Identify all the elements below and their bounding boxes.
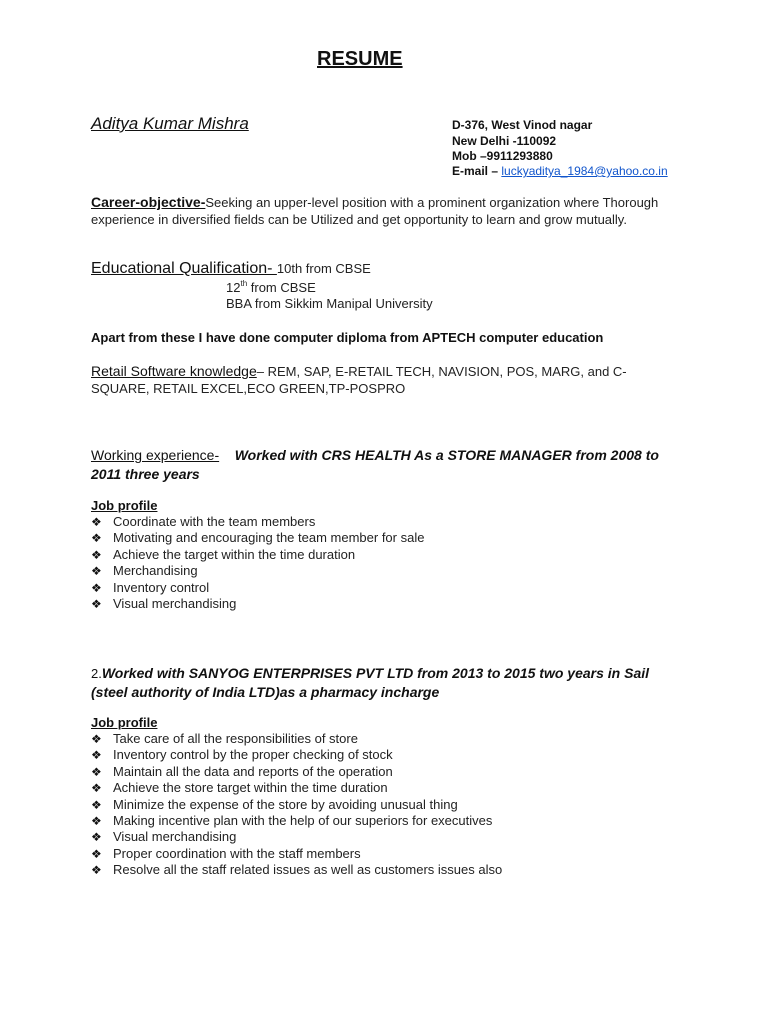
education-line-1: 10th from CBSE — [276, 261, 371, 276]
mobile-number: Mob –9911293880 — [452, 149, 553, 163]
list-item-text: Take care of all the responsibilities of store — [113, 731, 358, 746]
list-item — [91, 580, 424, 596]
diamond-bullet-icon: ❖ — [91, 863, 102, 878]
list-item — [91, 764, 502, 780]
list-item-text: Inventory control — [113, 579, 210, 595]
page-title: RESUME — [317, 48, 403, 70]
list-item-text: Making incentive plan with the help of our superiors for executives — [113, 812, 493, 828]
diamond-bullet-icon: ❖ — [91, 515, 102, 529]
retail-software-text: – REM, SAP, E-RETAIL TECH, NAVISION, POS, MARG, and C-SQUARE, RETAIL EXCEL,ECO GREEN,TP-POSPRO — [91, 364, 627, 396]
job-1-profile-label: Job profile — [91, 498, 158, 513]
career-objective-text: Seeking an upper-level position with a prominent organization where Thorough experience in diversified fields can be Utilized and get opportunity to learn and grow mutually. — [91, 195, 659, 227]
education-heading-row — [91, 260, 371, 278]
list-item-text: Proper coordination with the staff members — [113, 845, 361, 861]
diamond-bullet-icon: ❖ — [91, 797, 102, 812]
education-line-3: BBA from Sikkim Manipal University — [226, 296, 433, 311]
list-item — [91, 547, 424, 563]
diamond-bullet-icon: ❖ — [91, 547, 102, 562]
address-line-1: D-376, West Vinod nagar — [452, 118, 593, 132]
job-1-title: Worked with CRS HEALTH As a STORE MANAGER from 2008 to 2011 three years — [91, 447, 659, 482]
education-line-2 — [226, 280, 316, 295]
list-item — [91, 780, 502, 796]
job-1-title-row — [91, 446, 681, 484]
list-item — [91, 846, 502, 862]
list-item — [91, 747, 502, 763]
education-line-2-num: 12 — [226, 280, 241, 295]
email-label: E-mail – — [452, 164, 502, 178]
job-2-title: Worked with SANYOG ENTERPRISES PVT LTD from 2013 to 2015 two years in Sail (steel authority of India LTD)as a pharmacy incharge — [91, 665, 650, 700]
diamond-bullet-icon: ❖ — [91, 748, 102, 763]
retail-software-heading: Retail Software knowledge — [91, 363, 257, 379]
address-line-2: New Delhi -110092 — [452, 134, 557, 148]
career-objective — [91, 194, 681, 228]
list-item — [91, 514, 424, 530]
diamond-bullet-icon: ❖ — [91, 531, 102, 546]
heading-spacer — [219, 447, 235, 463]
email-row — [452, 164, 668, 178]
list-item-text: Achieve the store target within the time duration — [113, 780, 388, 796]
diamond-bullet-icon: ❖ — [91, 846, 102, 861]
list-item — [91, 563, 424, 579]
job-2-responsibilities — [91, 731, 502, 879]
diamond-bullet-icon: ❖ — [91, 732, 102, 746]
list-item — [91, 813, 502, 829]
diamond-bullet-icon: ❖ — [91, 564, 102, 579]
diamond-bullet-icon: ❖ — [91, 764, 102, 779]
list-item — [91, 596, 424, 612]
career-objective-heading: Career-objective- — [91, 194, 206, 210]
job-2-number: 2. — [91, 666, 102, 681]
list-item-text: Motivating and encouraging the team member for sale — [113, 530, 425, 546]
diamond-bullet-icon: ❖ — [91, 830, 102, 845]
job-2-profile-label: Job profile — [91, 715, 158, 730]
list-item — [91, 530, 424, 546]
list-item-text: Minimize the expense of the store by avoiding unusual thing — [113, 796, 458, 812]
list-item — [91, 797, 502, 813]
list-item — [91, 731, 502, 747]
list-item-text: Merchandising — [113, 563, 198, 579]
diamond-bullet-icon: ❖ — [91, 580, 102, 595]
email-link[interactable]: luckyaditya_1984@yahoo.co.in — [501, 164, 668, 178]
education-heading: Educational Qualification- — [91, 260, 277, 277]
list-item-text: Visual merchandising — [113, 829, 237, 845]
retail-software — [91, 363, 681, 397]
list-item — [91, 862, 502, 878]
job-1-responsibilities — [91, 514, 424, 612]
job-2-title-row — [91, 664, 681, 702]
diamond-bullet-icon: ❖ — [91, 781, 102, 796]
education-line-2-sup: th — [240, 279, 248, 288]
education-line-2-rest: from CBSE — [247, 280, 316, 295]
diamond-bullet-icon: ❖ — [91, 813, 102, 828]
additional-qualification: Apart from these I have done computer diploma from APTECH computer education — [91, 330, 604, 345]
list-item-text: Maintain all the data and reports of the operation — [113, 763, 393, 779]
list-item-text: Achieve the target within the time duration — [113, 546, 356, 562]
candidate-name: Aditya Kumar Mishra — [91, 114, 249, 133]
diamond-bullet-icon: ❖ — [91, 596, 102, 611]
list-item-text: Resolve all the staff related issues as well as customers issues also — [113, 862, 503, 878]
list-item-text: Inventory control by the proper checking of stock — [113, 747, 393, 763]
list-item-text: Visual merchandising — [113, 595, 237, 611]
list-item — [91, 829, 502, 845]
working-experience-heading: Working experience- — [91, 447, 220, 463]
list-item-text: Coordinate with the team members — [113, 514, 316, 529]
